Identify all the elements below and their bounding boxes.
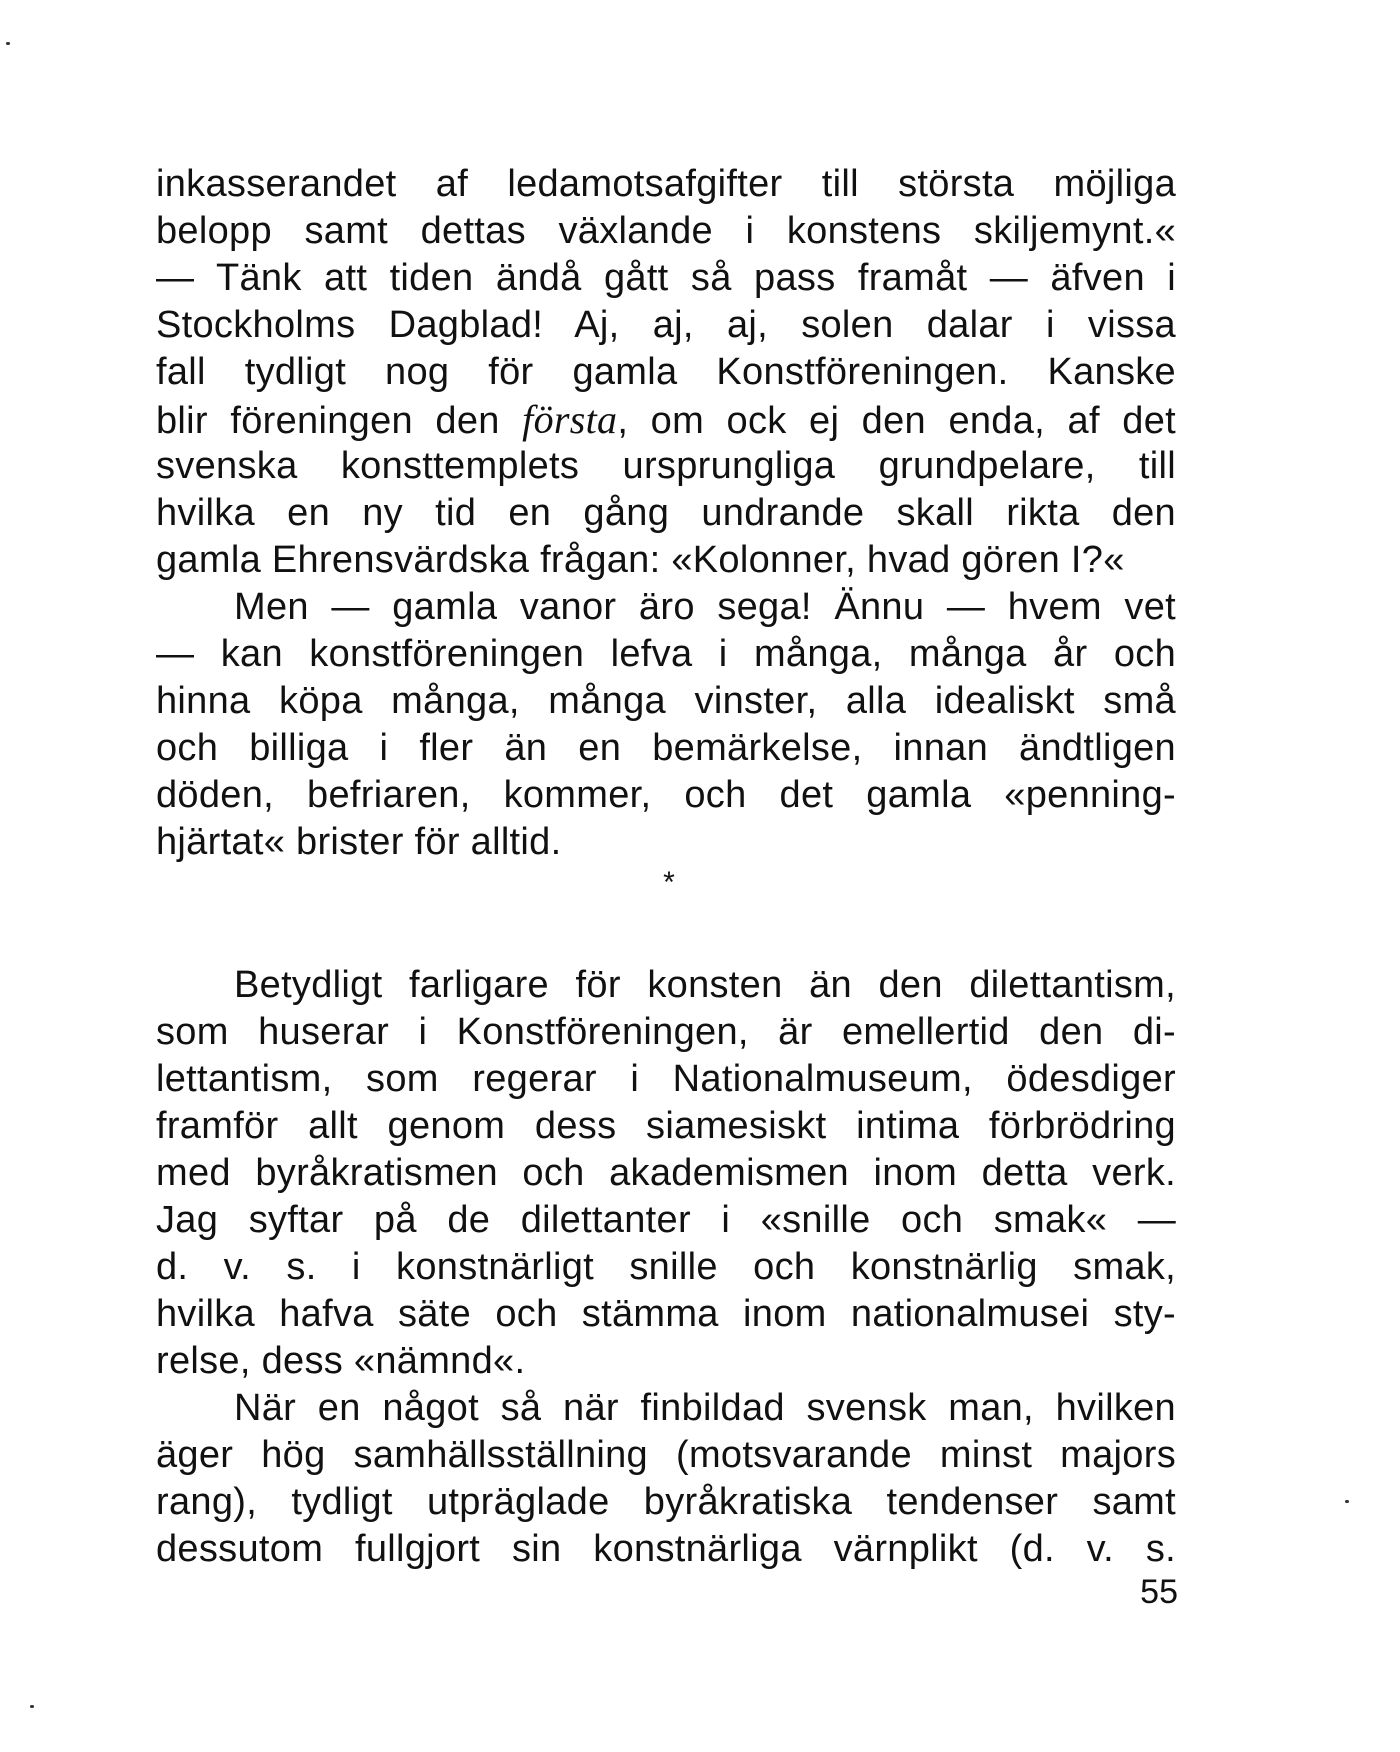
text-line-paragraph-start: Betydligt farligare för konsten än den dilettantism, [234,964,1176,1006]
emphasized-word: första [522,397,618,442]
text-line: gamla Ehrensvärdska frågan: «Kolonner, hvad gören I?« [156,539,1125,581]
text-block-upper [156,161,1176,866]
text-line: hvilka hafva säte och stämma inom nationalmusei sty- [156,1293,1176,1335]
text-line: — kan konstföreningen lefva i många, många år och [156,633,1176,675]
page-number: 55 [1140,1573,1178,1611]
text-line: hvilka en ny tid en gång undrande skall rikta den [156,492,1176,534]
text-line: framför allt genom dess siamesiskt intima förbrödring [156,1105,1176,1147]
text-line: — Tänk att tiden ändå gått så pass framåt — äfven i [156,257,1176,299]
text-line: belopp samt dettas växlande i konstens skiljemynt.« [156,210,1176,252]
text-block-lower [156,962,1176,1573]
text-line: inkasserandet af ledamotsafgifter till största möjliga [156,163,1176,205]
scan-speck [1345,1500,1349,1503]
section-break-asterisk: * [663,866,675,899]
text-line: hinna köpa många, många vinster, alla idealiskt små [156,680,1176,722]
line-text-after: , om ock ej den enda, af det [617,400,1176,442]
text-line: med byråkratismen och akademismen inom detta verk. [156,1152,1176,1194]
text-line: hjärtat« brister för alltid. [156,821,562,863]
text-line: dessutom fullgjort sin konstnärliga värnplikt (d. v. s. [156,1528,1176,1570]
text-line-paragraph-start: Men — gamla vanor äro sega! Ännu — hvem vet [234,586,1176,628]
text-line: rang), tydligt utpräglade byråkratiska tendenser samt [156,1481,1176,1523]
text-line: döden, befriaren, kommer, och det gamla «penning- [156,774,1176,816]
text-line: Jag syftar på de dilettanter i «snille och smak« — [156,1199,1176,1241]
text-line: lettantism, som regerar i Nationalmuseum, ödesdiger [156,1058,1176,1100]
text-line-with-emphasis [156,396,1176,443]
scan-speck [30,1705,34,1708]
text-line: d. v. s. i konstnärligt snille och konstnärlig smak, [156,1246,1176,1288]
text-line: fall tydligt nog för gamla Konstföreningen. Kanske [156,351,1176,393]
text-line: som huserar i Konstföreningen, är emellertid den di- [156,1011,1176,1053]
text-line: svenska konsttemplets ursprungliga grundpelare, till [156,445,1176,487]
scan-speck [6,42,10,45]
text-line: och billiga i fler än en bemärkelse, innan ändtligen [156,727,1176,769]
text-line: äger hög samhällsställning (motsvarande minst majors [156,1434,1176,1476]
text-line: relse, dess «nämnd«. [156,1340,526,1382]
line-text-before: blir föreningen den [156,400,523,442]
text-line: Stockholms Dagblad! Aj, aj, aj, solen dalar i vissa [156,304,1176,346]
text-line-paragraph-start: När en något så när finbildad svensk man, hvilken [234,1387,1176,1429]
